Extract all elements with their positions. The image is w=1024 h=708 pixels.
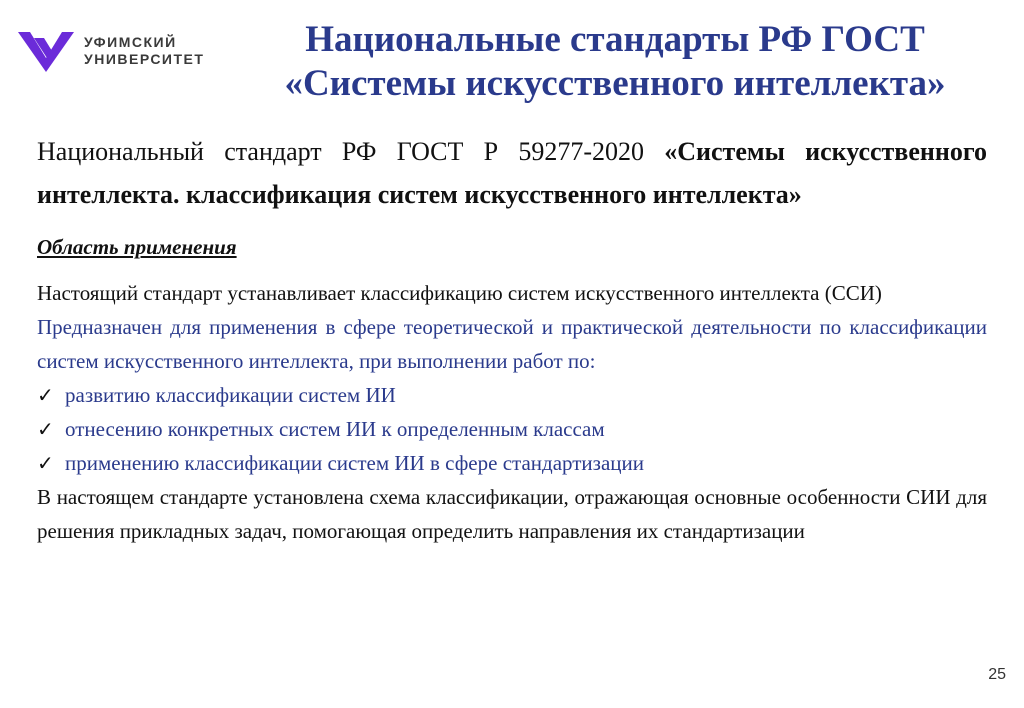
check-icon: ✓ [37,383,54,407]
list-item [37,378,987,412]
list-item-text: развитию классификации систем ИИ [65,383,396,407]
scope-list [37,378,987,480]
university-name [84,34,204,68]
page-number: 25 [988,666,1006,683]
slide-title-line2: «Системы искусственного интеллекта» [284,63,946,104]
university-name-line2: УНИВЕРСИТЕТ [84,51,205,67]
list-item-text: отнесению конкретных систем ИИ к определенным классам [65,417,605,441]
standard-name [37,130,987,216]
university-name-line1: УФИМСКИЙ [84,34,177,50]
standard-name-prefix: Национальный стандарт РФ ГОСТ Р 59277-2020 [37,137,665,166]
scope-conclusion: В настоящем стандарте установлена схема классификации, отражающая основные особенности СИИ для решения прикладных задач, помогающая определить направления их стандартизации [37,485,987,543]
university-logo [18,22,228,78]
slide-title-line1: Национальные стандарты РФ ГОСТ [305,19,925,60]
list-item [37,412,987,446]
scope-purpose: Предназначен для применения в сфере теоретической и практической деятельности по классификации систем искусственного интеллекта, при выполнении работ по: [37,315,987,373]
list-item [37,446,987,480]
university-logo-icon [18,24,74,74]
standard-name-title: «Системы искусственного интеллекта. классификация систем искусственного интеллекта» [37,137,987,209]
slide-content [37,130,987,548]
check-icon: ✓ [37,417,54,441]
scope-heading: Область применения [37,235,237,259]
scope-intro: Настоящий стандарт устанавливает классификацию систем искусственного интеллекта (ССИ) [37,281,882,305]
check-icon: ✓ [37,451,54,475]
slide-title [230,18,1000,106]
list-item-text: применению классификации систем ИИ в сфере стандартизации [65,451,644,475]
